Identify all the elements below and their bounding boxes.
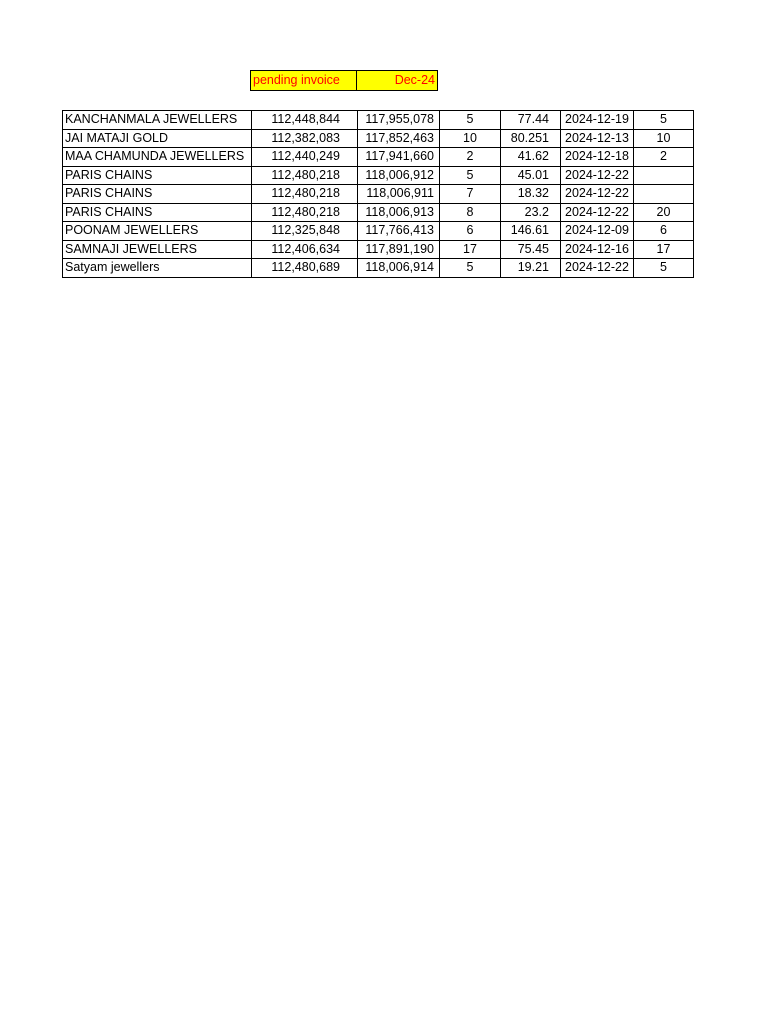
qty-cell[interactable]: 5 xyxy=(440,166,501,185)
qty-cell[interactable]: 17 xyxy=(440,240,501,259)
date-cell[interactable]: 2024-12-22 xyxy=(561,259,634,278)
customer-name-cell[interactable]: JAI MATAJI GOLD xyxy=(63,129,252,148)
weight-cell[interactable]: 18.32 xyxy=(501,185,561,204)
customer-name-cell[interactable]: PARIS CHAINS xyxy=(63,166,252,185)
table-row xyxy=(63,259,694,278)
customer-name-cell[interactable]: SAMNAJI JEWELLERS xyxy=(63,240,252,259)
count-cell[interactable] xyxy=(634,166,694,185)
date-cell[interactable]: 2024-12-13 xyxy=(561,129,634,148)
customer-name-cell[interactable]: PARIS CHAINS xyxy=(63,203,252,222)
invoice-no-cell[interactable]: 112,440,249 xyxy=(252,148,358,167)
table-row xyxy=(63,222,694,241)
table-row xyxy=(63,166,694,185)
qty-cell[interactable]: 7 xyxy=(440,185,501,204)
customer-name-cell[interactable]: MAA CHAMUNDA JEWELLERS xyxy=(63,148,252,167)
doc-no-cell[interactable]: 118,006,913 xyxy=(358,203,440,222)
table-row xyxy=(63,203,694,222)
weight-cell[interactable]: 23.2 xyxy=(501,203,561,222)
doc-no-cell[interactable]: 117,766,413 xyxy=(358,222,440,241)
doc-no-cell[interactable]: 118,006,911 xyxy=(358,185,440,204)
weight-cell[interactable]: 77.44 xyxy=(501,111,561,130)
doc-no-cell[interactable]: 117,891,190 xyxy=(358,240,440,259)
qty-cell[interactable]: 5 xyxy=(440,111,501,130)
table-row xyxy=(63,185,694,204)
qty-cell[interactable]: 5 xyxy=(440,259,501,278)
table-row xyxy=(63,240,694,259)
weight-cell[interactable]: 45.01 xyxy=(501,166,561,185)
qty-cell[interactable]: 8 xyxy=(440,203,501,222)
date-cell[interactable]: 2024-12-22 xyxy=(561,166,634,185)
count-cell[interactable]: 17 xyxy=(634,240,694,259)
qty-cell[interactable]: 2 xyxy=(440,148,501,167)
date-cell[interactable]: 2024-12-22 xyxy=(561,185,634,204)
customer-name-cell[interactable]: POONAM JEWELLERS xyxy=(63,222,252,241)
weight-cell[interactable]: 80.251 xyxy=(501,129,561,148)
pending-invoice-label[interactable]: pending invoice xyxy=(250,70,357,91)
invoice-no-cell[interactable]: 112,480,689 xyxy=(252,259,358,278)
customer-name-cell[interactable]: Satyam jewellers xyxy=(63,259,252,278)
invoice-no-cell[interactable]: 112,480,218 xyxy=(252,166,358,185)
doc-no-cell[interactable]: 118,006,914 xyxy=(358,259,440,278)
invoice-table xyxy=(62,110,694,278)
qty-cell[interactable]: 6 xyxy=(440,222,501,241)
date-cell[interactable]: 2024-12-16 xyxy=(561,240,634,259)
date-cell[interactable]: 2024-12-19 xyxy=(561,111,634,130)
invoice-no-cell[interactable]: 112,382,083 xyxy=(252,129,358,148)
doc-no-cell[interactable]: 117,941,660 xyxy=(358,148,440,167)
customer-name-cell[interactable]: PARIS CHAINS xyxy=(63,185,252,204)
header-row xyxy=(250,70,438,91)
period-label[interactable]: Dec-24 xyxy=(356,70,438,91)
table-row xyxy=(63,129,694,148)
invoice-no-cell[interactable]: 112,448,844 xyxy=(252,111,358,130)
doc-no-cell[interactable]: 117,955,078 xyxy=(358,111,440,130)
weight-cell[interactable]: 75.45 xyxy=(501,240,561,259)
count-cell[interactable]: 10 xyxy=(634,129,694,148)
count-cell[interactable]: 20 xyxy=(634,203,694,222)
invoice-no-cell[interactable]: 112,325,848 xyxy=(252,222,358,241)
customer-name-cell[interactable]: KANCHANMALA JEWELLERS xyxy=(63,111,252,130)
count-cell[interactable]: 6 xyxy=(634,222,694,241)
weight-cell[interactable]: 19.21 xyxy=(501,259,561,278)
doc-no-cell[interactable]: 118,006,912 xyxy=(358,166,440,185)
date-cell[interactable]: 2024-12-18 xyxy=(561,148,634,167)
table-row xyxy=(63,111,694,130)
table-row xyxy=(63,148,694,167)
invoice-no-cell[interactable]: 112,480,218 xyxy=(252,203,358,222)
weight-cell[interactable]: 146.61 xyxy=(501,222,561,241)
count-cell[interactable]: 2 xyxy=(634,148,694,167)
date-cell[interactable]: 2024-12-09 xyxy=(561,222,634,241)
count-cell[interactable] xyxy=(634,185,694,204)
doc-no-cell[interactable]: 117,852,463 xyxy=(358,129,440,148)
qty-cell[interactable]: 10 xyxy=(440,129,501,148)
count-cell[interactable]: 5 xyxy=(634,259,694,278)
count-cell[interactable]: 5 xyxy=(634,111,694,130)
invoice-no-cell[interactable]: 112,406,634 xyxy=(252,240,358,259)
invoice-no-cell[interactable]: 112,480,218 xyxy=(252,185,358,204)
date-cell[interactable]: 2024-12-22 xyxy=(561,203,634,222)
weight-cell[interactable]: 41.62 xyxy=(501,148,561,167)
